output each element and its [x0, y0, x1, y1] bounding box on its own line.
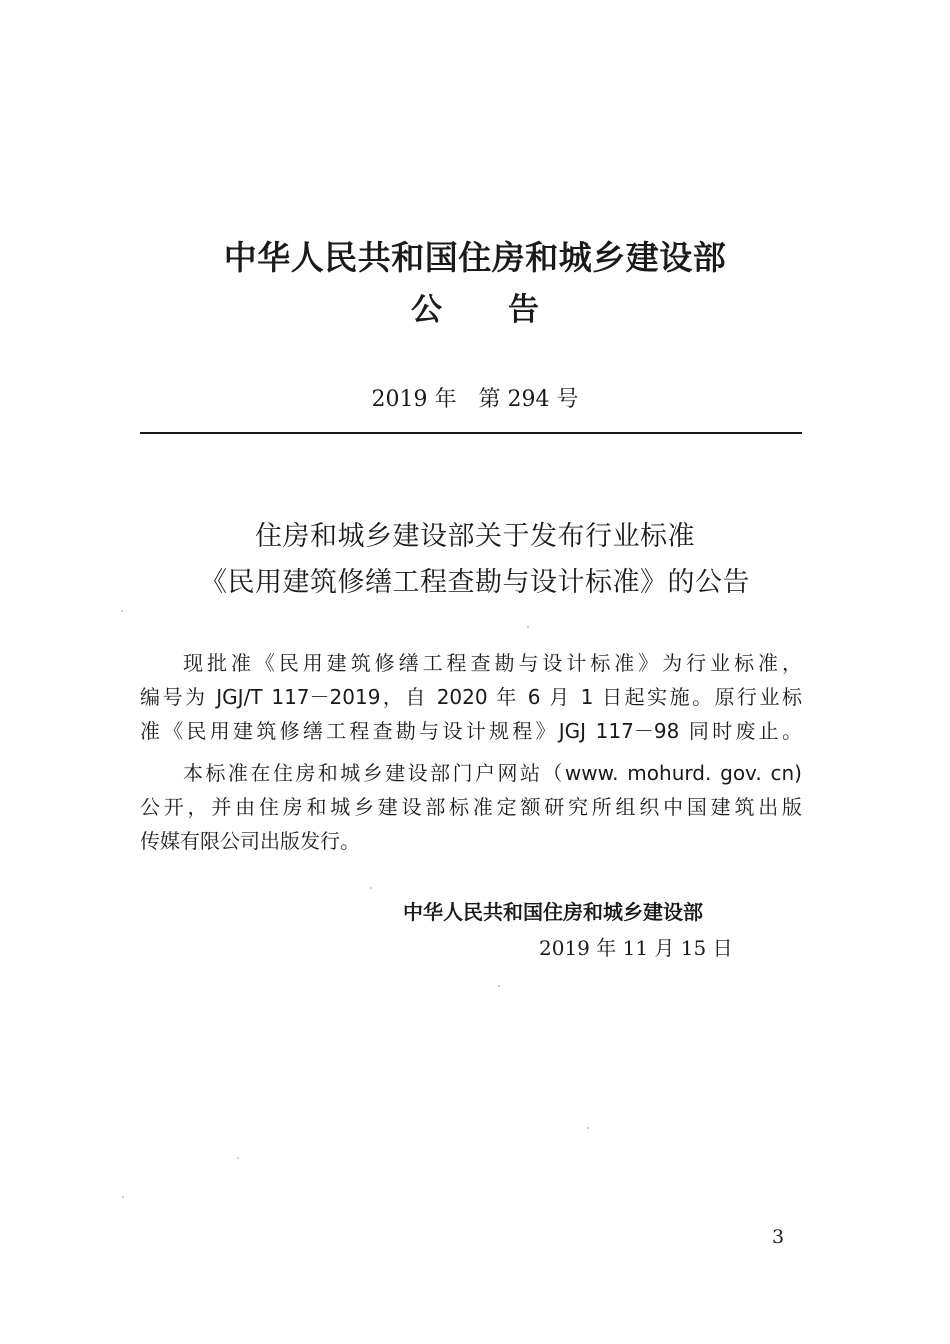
paragraph-1-line-3: 准《民用建筑修缮工程查勘与设计规程》JGJ 117－98 同时废止。: [140, 719, 802, 743]
paragraph-2-line-3: 传媒有限公司出版发行。: [140, 829, 360, 853]
paragraph-1-line-2: 编号为 JGJ/T 117－2019，自 2020 年 6 月 1 日起实施。原行业标: [140, 685, 802, 709]
paragraph-2-line-1: 本标准在住房和城乡建设部门户网站（www. mohurd. gov. cn): [183, 761, 802, 785]
paragraph-2-line-2: 公开，并由住房和城乡建设部标准定额研究所组织中国建筑出版: [140, 795, 802, 819]
issue-date: 2019 年 11 月 15 日: [539, 936, 733, 960]
scan-speck: [122, 1196, 124, 1198]
ministry-title: 中华人民共和国住房和城乡建设部: [223, 238, 727, 277]
divider-rule: [140, 432, 802, 434]
document-number: 2019 年 第 294 号: [371, 387, 579, 412]
scan-speck: [498, 985, 500, 987]
notice-heading: 公告: [411, 292, 605, 328]
scan-speck: [237, 1157, 239, 1159]
page-number: 3: [772, 1226, 785, 1248]
scan-speck: [527, 626, 529, 628]
issuer-signature: 中华人民共和国住房和城乡建设部: [403, 900, 703, 924]
scan-speck: [587, 1127, 589, 1129]
announcement-title-line-2: 《民用建筑修缮工程查勘与设计标准》的公告: [200, 567, 750, 598]
scan-speck: [370, 887, 372, 889]
scan-speck: [121, 610, 123, 612]
announcement-title-line-1: 住房和城乡建设部关于发布行业标准: [255, 521, 695, 552]
paragraph-1-line-1: 现批准《民用建筑修缮工程查勘与设计标准》为行业标准，: [183, 651, 802, 675]
